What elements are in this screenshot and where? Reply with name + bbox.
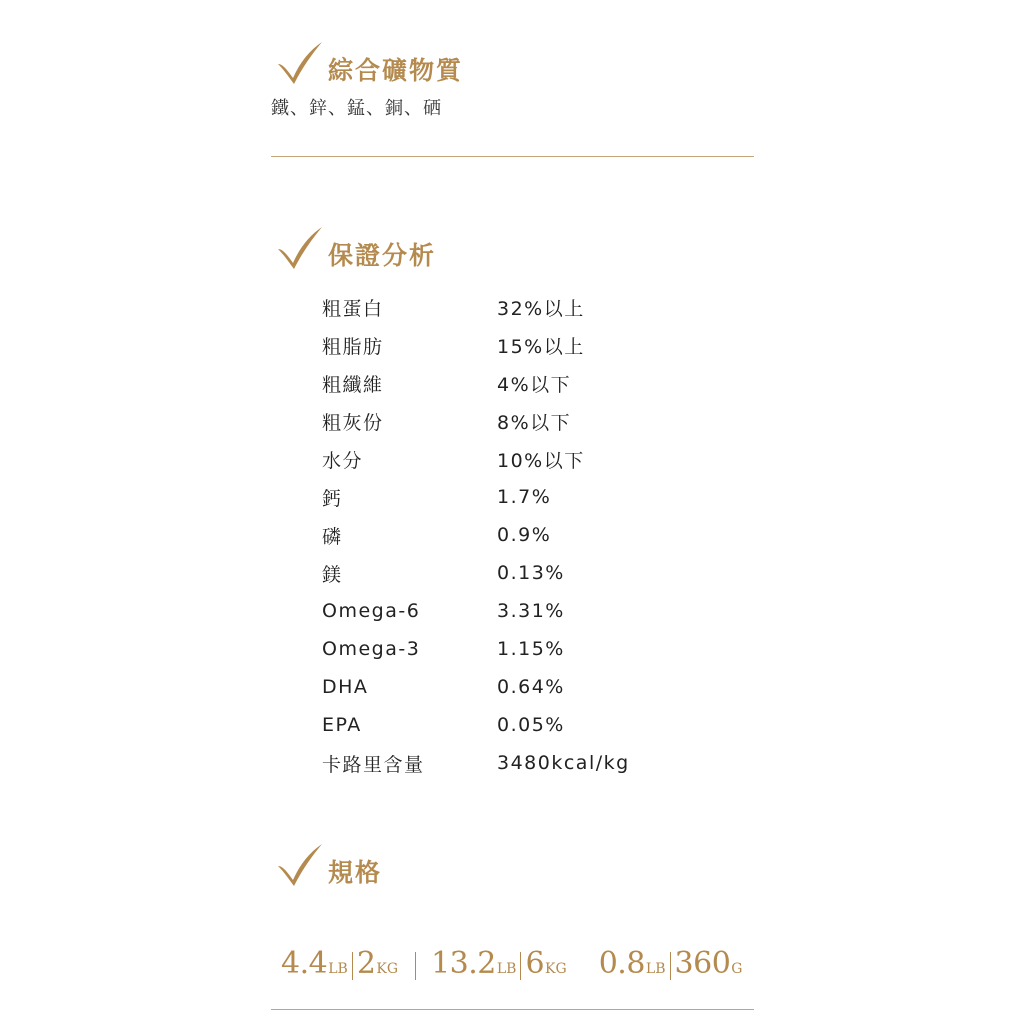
row-label: EPA bbox=[322, 714, 362, 736]
package-sizes bbox=[281, 946, 742, 981]
divider bbox=[271, 1009, 754, 1010]
table-row bbox=[322, 288, 630, 326]
row-value: 32%以上 bbox=[497, 297, 585, 320]
row-value: 3480kcal/kg bbox=[497, 752, 630, 774]
size-option bbox=[431, 946, 516, 981]
table-row bbox=[322, 516, 630, 554]
checkmark-icon bbox=[276, 225, 324, 271]
analysis-table bbox=[322, 288, 630, 782]
divider bbox=[415, 952, 416, 980]
row-label: 粗纖維 bbox=[322, 373, 384, 396]
table-row bbox=[322, 706, 630, 744]
analysis-title: 保證分析 bbox=[328, 241, 437, 270]
minerals-list: 鐵、鋅、錳、銅、硒 bbox=[271, 98, 442, 119]
divider bbox=[352, 952, 353, 980]
size-option bbox=[599, 946, 666, 981]
size-weight-lb: 0.8 bbox=[598, 946, 645, 981]
table-row bbox=[322, 478, 630, 516]
table-row bbox=[322, 402, 630, 440]
size-unit-metric: KG bbox=[376, 961, 399, 977]
table-row bbox=[322, 554, 630, 592]
table-row bbox=[322, 364, 630, 402]
specs-heading bbox=[276, 832, 382, 888]
row-label: 粗灰份 bbox=[322, 411, 384, 434]
size-weight-metric: 2 bbox=[356, 946, 376, 981]
size-option bbox=[525, 946, 566, 981]
row-label: 鎂 bbox=[322, 563, 343, 586]
row-value: 1.7% bbox=[497, 486, 552, 508]
minerals-title: 綜合礦物質 bbox=[328, 56, 464, 85]
size-unit-metric: G bbox=[731, 961, 743, 977]
row-value: 15%以上 bbox=[497, 335, 585, 358]
size-unit-lb: LB bbox=[645, 961, 666, 977]
size-weight-metric: 6 bbox=[525, 946, 545, 981]
checkmark-icon bbox=[276, 40, 324, 86]
analysis-heading bbox=[276, 215, 436, 271]
row-label: 粗蛋白 bbox=[322, 297, 384, 320]
divider bbox=[670, 952, 671, 980]
row-label: 粗脂肪 bbox=[322, 335, 384, 358]
minerals-heading bbox=[276, 30, 463, 86]
size-option bbox=[281, 946, 348, 981]
size-unit-lb: LB bbox=[328, 961, 348, 977]
row-label: Omega-6 bbox=[322, 600, 421, 622]
row-label: 水分 bbox=[322, 449, 364, 472]
divider bbox=[271, 156, 754, 157]
specs-title: 規格 bbox=[328, 858, 383, 887]
row-value: 3.31% bbox=[497, 600, 565, 622]
size-weight-lb: 13.2 bbox=[431, 946, 496, 981]
size-option bbox=[357, 946, 398, 981]
row-value: 8%以下 bbox=[497, 411, 572, 434]
row-label: Omega-3 bbox=[322, 638, 421, 660]
size-weight-lb: 4.4 bbox=[281, 946, 328, 981]
row-value: 0.13% bbox=[497, 562, 565, 584]
table-row bbox=[322, 592, 630, 630]
size-unit-lb: LB bbox=[496, 961, 517, 977]
table-row bbox=[322, 440, 630, 478]
checkmark-icon bbox=[276, 842, 324, 888]
row-label: 鈣 bbox=[322, 487, 343, 510]
size-option bbox=[675, 946, 743, 981]
row-label: 磷 bbox=[322, 525, 343, 548]
table-row bbox=[322, 630, 630, 668]
row-label: DHA bbox=[322, 676, 369, 698]
table-row bbox=[322, 668, 630, 706]
table-row bbox=[322, 326, 630, 364]
row-value: 0.64% bbox=[497, 676, 565, 698]
divider bbox=[520, 952, 521, 980]
size-weight-metric: 360 bbox=[674, 946, 731, 981]
row-value: 4%以下 bbox=[497, 373, 572, 396]
row-value: 0.05% bbox=[497, 714, 565, 736]
table-row bbox=[322, 744, 630, 782]
row-label: 卡路里含量 bbox=[322, 753, 425, 776]
row-value: 10%以下 bbox=[497, 449, 585, 472]
row-value: 1.15% bbox=[497, 638, 565, 660]
row-value: 0.9% bbox=[497, 524, 552, 546]
size-unit-metric: KG bbox=[545, 961, 567, 977]
